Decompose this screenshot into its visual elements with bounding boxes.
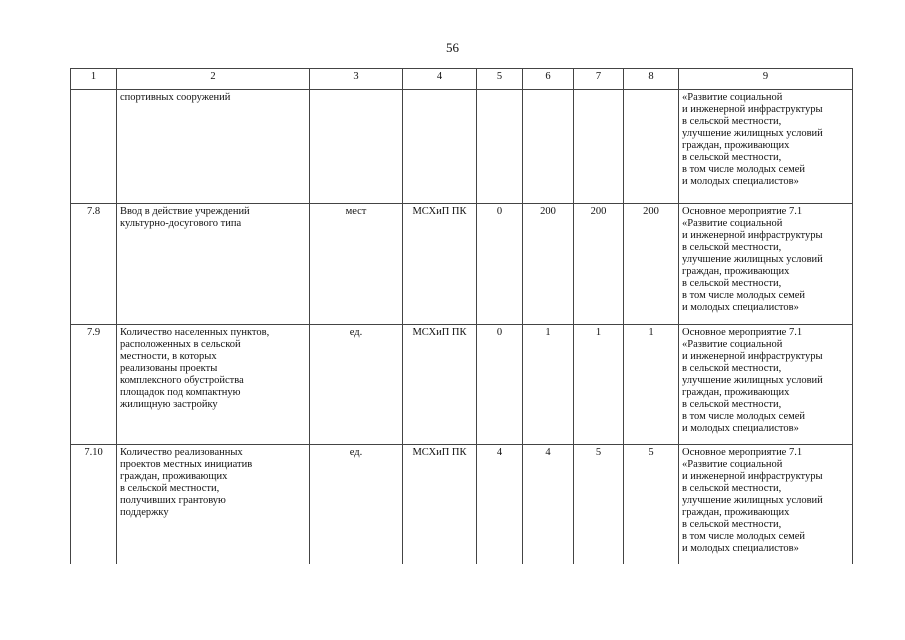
row-number: 7.10 — [71, 445, 117, 565]
value-col8: 1 — [624, 325, 679, 445]
responsible-org: МСХиП ПК — [403, 204, 477, 325]
indicators-table — [70, 68, 853, 564]
value-col6: 1 — [523, 325, 574, 445]
table-row — [71, 204, 853, 325]
unit: ед. — [310, 325, 403, 445]
column-header: 5 — [477, 69, 523, 90]
value-col7: 5 — [574, 445, 624, 565]
table-row — [71, 90, 853, 204]
column-header: 9 — [679, 69, 853, 90]
responsible-org — [403, 90, 477, 204]
table-row — [71, 445, 853, 565]
value-col6: 4 — [523, 445, 574, 565]
indicator-name: Ввод в действие учреждений культурно-досугового типа — [117, 204, 310, 325]
program-measure: Основное мероприятие 7.1 «Развитие социальной и инженерной инфраструктуры в сельской местности, улучшение жилищных условий граждан, проживающих в сельской местности, в том числе молодых семей и молодых специалистов» — [679, 445, 853, 565]
column-header: 8 — [624, 69, 679, 90]
value-col8: 200 — [624, 204, 679, 325]
value-col7: 200 — [574, 204, 624, 325]
value-col5: 4 — [477, 445, 523, 565]
unit: ед. — [310, 445, 403, 565]
indicator-name: Количество населенных пунктов, расположенных в сельской местности, в которых реализованы проекты комплексного обустройства площадок под компактную жилищную застройку — [117, 325, 310, 445]
value-col5: 0 — [477, 325, 523, 445]
program-measure: «Развитие социальной и инженерной инфраструктуры в сельской местности, улучшение жилищных условий граждан, проживающих в сельской местности, в том числе молодых семей и молодых специалистов» — [679, 90, 853, 204]
column-header: 6 — [523, 69, 574, 90]
row-number: 7.9 — [71, 325, 117, 445]
value-col6 — [523, 90, 574, 204]
indicator-name: спортивных сооружений — [117, 90, 310, 204]
column-header: 4 — [403, 69, 477, 90]
value-col7 — [574, 90, 624, 204]
row-number: 7.8 — [71, 204, 117, 325]
program-measure: Основное мероприятие 7.1 «Развитие социальной и инженерной инфраструктуры в сельской местности, улучшение жилищных условий граждан, проживающих в сельской местности, в том числе молодых семей и молодых специалистов» — [679, 204, 853, 325]
page-number: 56 — [446, 40, 459, 55]
responsible-org: МСХиП ПК — [403, 325, 477, 445]
column-header: 2 — [117, 69, 310, 90]
value-col6: 200 — [523, 204, 574, 325]
value-col8 — [624, 90, 679, 204]
responsible-org: МСХиП ПК — [403, 445, 477, 565]
unit: мест — [310, 204, 403, 325]
column-header: 7 — [574, 69, 624, 90]
value-col7: 1 — [574, 325, 624, 445]
value-col8: 5 — [624, 445, 679, 565]
value-col5: 0 — [477, 204, 523, 325]
program-measure: Основное мероприятие 7.1 «Развитие социальной и инженерной инфраструктуры в сельской местности, улучшение жилищных условий граждан, проживающих в сельской местности, в том числе молодых семей и молодых специалистов» — [679, 325, 853, 445]
value-col5 — [477, 90, 523, 204]
column-header: 3 — [310, 69, 403, 90]
table-header-row — [71, 69, 853, 90]
column-header: 1 — [71, 69, 117, 90]
indicator-name: Количество реализованных проектов местных инициатив граждан, проживающих в сельской местности, получивших грантовую поддержку — [117, 445, 310, 565]
unit — [310, 90, 403, 204]
row-number — [71, 90, 117, 204]
table-row — [71, 325, 853, 445]
